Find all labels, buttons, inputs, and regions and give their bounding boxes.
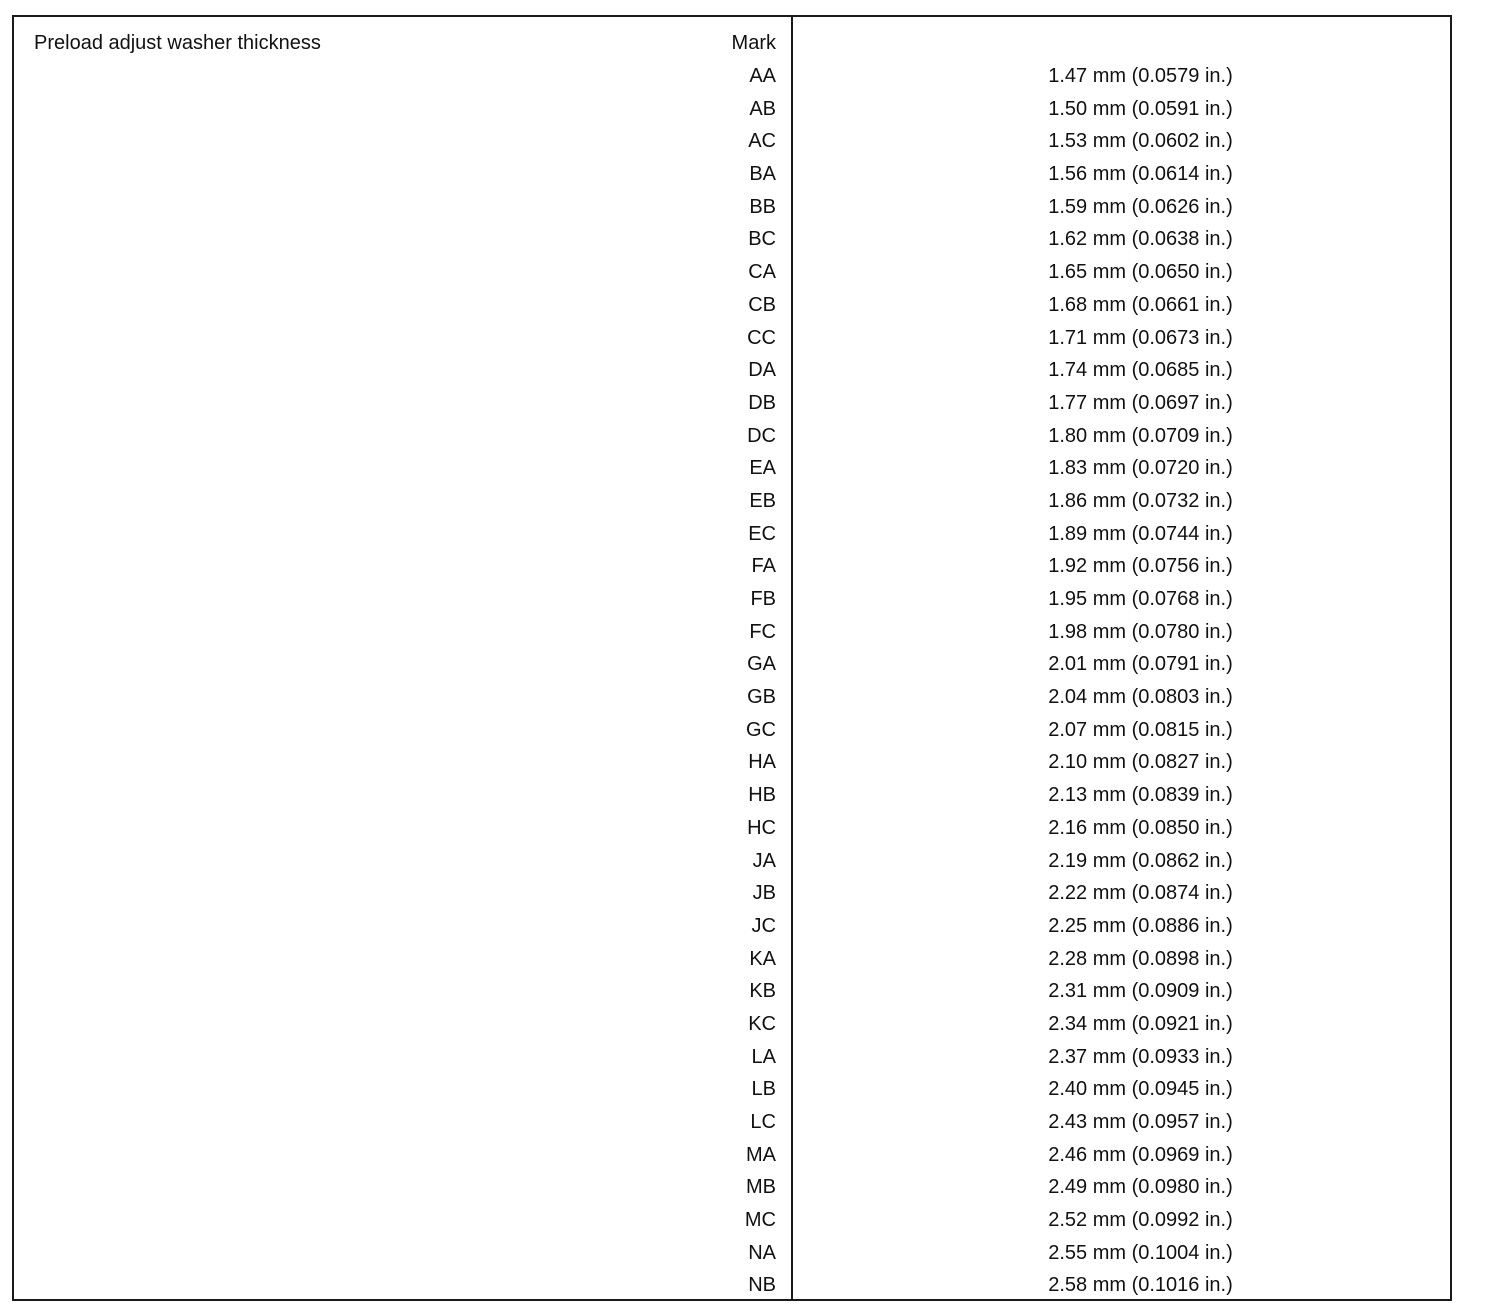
thickness-cell: 1.53 mm (0.0602 in.) [1048,130,1233,153]
table-row [14,978,1450,1011]
mark-cell: BC [748,228,776,251]
thickness-cell: 1.86 mm (0.0732 in.) [1048,489,1233,512]
table-row [14,292,1450,325]
mark-cell: HA [748,751,776,774]
mark-cell: CA [748,261,776,284]
table-row [14,946,1450,979]
table-row [14,1011,1450,1044]
thickness-cell: 1.77 mm (0.0697 in.) [1048,391,1233,414]
mark-cell: EC [748,522,776,545]
thickness-cell: 1.47 mm (0.0579 in.) [1048,65,1233,87]
table-row [14,1174,1450,1207]
thickness-cell: 2.28 mm (0.0898 in.) [1048,947,1233,970]
mark-cell: DB [748,391,776,414]
thickness-cell: 1.59 mm (0.0626 in.) [1048,195,1233,218]
thickness-cell: 2.16 mm (0.0850 in.) [1048,816,1233,839]
thickness-cell: 2.22 mm (0.0874 in.) [1048,882,1233,905]
table-row [14,63,1450,96]
mark-cell: FA [751,555,776,578]
mark-cell: BA [749,163,776,186]
mark-cell: GB [747,686,776,709]
thickness-cell: 1.95 mm (0.0768 in.) [1048,588,1233,610]
thickness-cell: 1.71 mm (0.0673 in.) [1048,326,1233,349]
table-caption: Preload adjust washer thickness [34,32,321,54]
mark-cell: GC [746,718,776,741]
thickness-cell: 2.37 mm (0.0933 in.) [1048,1045,1233,1068]
mark-cell: HC [747,816,776,839]
mark-cell: KA [749,947,776,970]
table-row [14,521,1450,554]
mark-cell: JB [752,882,776,905]
table-row [14,455,1450,488]
table-row [14,880,1450,913]
table-row [14,651,1450,684]
table-row [14,390,1450,423]
thickness-cell: 1.98 mm (0.0780 in.) [1048,620,1233,643]
table-body [14,63,1450,1305]
table-row [14,161,1450,194]
mark-cell: NB [748,1274,776,1297]
table-row [14,194,1450,227]
table-row [14,782,1450,815]
mark-cell: LA [751,1045,776,1068]
mark-cell: KB [749,980,776,1003]
thickness-cell: 2.01 mm (0.0791 in.) [1048,653,1233,676]
thickness-cell: 2.25 mm (0.0886 in.) [1048,914,1233,937]
mark-cell: KC [748,1012,776,1035]
mark-cell: EB [749,489,776,512]
table-row [14,357,1450,390]
mark-cell: DC [747,424,776,447]
thickness-cell: 1.74 mm (0.0685 in.) [1048,359,1233,382]
thickness-cell: 2.10 mm (0.0827 in.) [1048,751,1233,774]
table-row [14,749,1450,782]
table-row [14,586,1450,619]
mark-cell: CC [747,326,776,349]
table-row [14,423,1450,456]
table-row [14,96,1450,129]
mark-cell: LB [751,1078,776,1101]
mark-cell: EA [749,457,776,480]
thickness-cell: 1.89 mm (0.0744 in.) [1048,522,1233,545]
thickness-cell: 2.19 mm (0.0862 in.) [1048,849,1233,872]
mark-cell: JA [752,849,776,872]
table-row [14,815,1450,848]
thickness-cell: 2.58 mm (0.1016 in.) [1048,1274,1233,1297]
table-row [14,913,1450,946]
mark-cell: BB [749,195,776,218]
table-row [14,1044,1450,1077]
thickness-cell: 1.62 mm (0.0638 in.) [1048,228,1233,251]
table-row [14,1240,1450,1273]
thickness-cell: 2.34 mm (0.0921 in.) [1048,1012,1233,1035]
table-row [14,619,1450,652]
mark-cell: AA [749,65,776,87]
table-row [14,488,1450,521]
thickness-cell: 2.04 mm (0.0803 in.) [1048,686,1233,709]
thickness-cell: 1.92 mm (0.0756 in.) [1048,555,1233,578]
thickness-cell: 2.49 mm (0.0980 in.) [1048,1176,1233,1199]
mark-cell: AB [749,97,776,120]
mark-cell: DA [748,359,776,382]
mark-cell: MA [746,1143,776,1166]
table-row [14,553,1450,586]
table-row [14,1207,1450,1240]
washer-thickness-table [12,15,1452,1301]
mark-cell: JC [751,914,776,937]
table-row [14,128,1450,161]
mark-cell: MB [746,1176,776,1199]
thickness-cell: 1.83 mm (0.0720 in.) [1048,457,1233,480]
mark-cell: NA [748,1241,776,1264]
mark-cell: CB [748,293,776,316]
mark-cell: GA [747,653,776,676]
thickness-cell: 2.40 mm (0.0945 in.) [1048,1078,1233,1101]
table-row [14,684,1450,717]
thickness-cell: 2.31 mm (0.0909 in.) [1048,980,1233,1003]
mark-column-header: Mark [731,32,776,54]
thickness-cell: 1.50 mm (0.0591 in.) [1048,97,1233,120]
mark-cell: AC [748,130,776,153]
table-row [14,325,1450,358]
table-row [14,259,1450,292]
table-row [14,1076,1450,1109]
thickness-cell: 2.43 mm (0.0957 in.) [1048,1111,1233,1133]
mark-cell: FC [749,620,776,643]
thickness-cell: 1.56 mm (0.0614 in.) [1048,163,1233,186]
table-row [14,1109,1450,1142]
table-row [14,848,1450,881]
table-row [14,226,1450,259]
mark-cell: LC [750,1111,776,1133]
mark-cell: FB [750,588,776,610]
thickness-cell: 2.46 mm (0.0969 in.) [1048,1143,1233,1166]
mark-cell: HB [748,784,776,807]
mark-cell: MC [744,1209,776,1232]
table-row [14,1142,1450,1175]
thickness-cell: 2.55 mm (0.1004 in.) [1048,1241,1233,1264]
thickness-cell: 1.68 mm (0.0661 in.) [1048,293,1233,316]
thickness-cell: 1.80 mm (0.0709 in.) [1048,424,1233,447]
table-row [14,1272,1450,1305]
table-row [14,717,1450,750]
thickness-cell: 2.13 mm (0.0839 in.) [1048,784,1233,807]
thickness-cell: 2.07 mm (0.0815 in.) [1048,718,1233,741]
thickness-cell: 2.52 mm (0.0992 in.) [1048,1209,1233,1232]
thickness-cell: 1.65 mm (0.0650 in.) [1048,261,1233,284]
